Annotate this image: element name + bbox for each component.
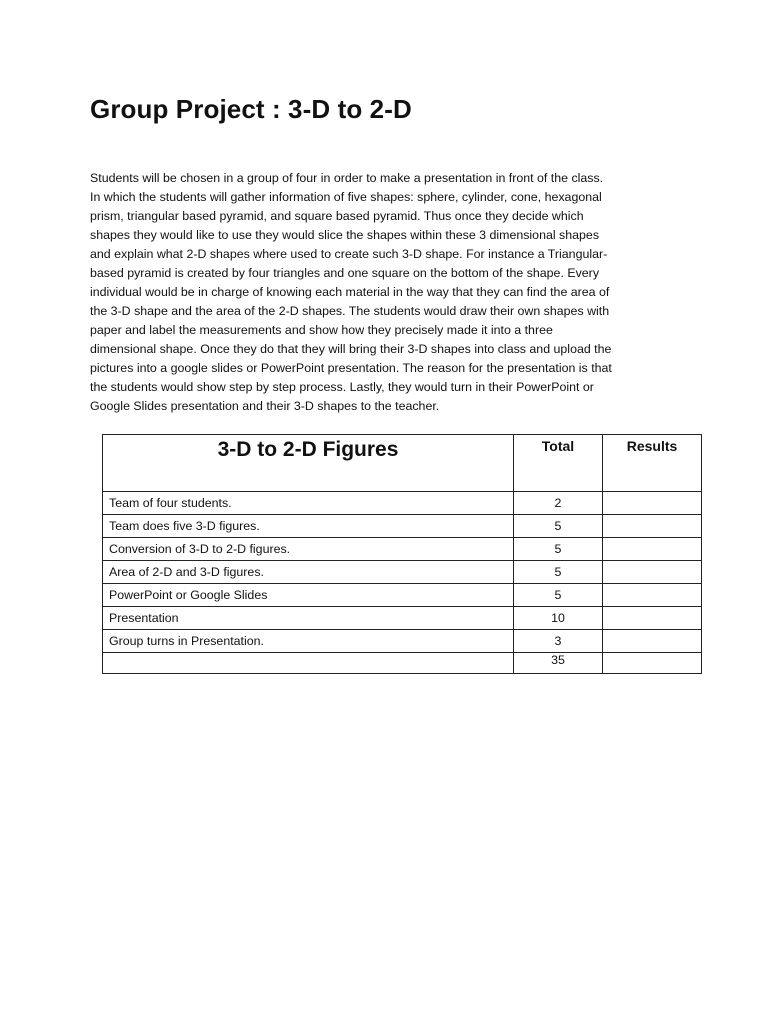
total-cell: 10 [514,607,603,630]
page-title: Group Project : 3-D to 2-D [90,94,412,124]
intro-line: individual would be in charge of knowing each material in the way that they can find the area of [90,285,610,299]
empty-cell [603,653,702,674]
table-header-row [103,435,702,492]
intro-line: the students would show step by step process. Lastly, they would turn in their PowerPoint or [90,380,594,394]
total-cell: 3 [514,630,603,653]
total-cell: 5 [514,538,603,561]
table-row [103,607,702,630]
criterion-cell: Presentation [103,607,514,630]
table-title: 3-D to 2-D Figures [103,435,514,492]
criterion-cell: PowerPoint or Google Slides [103,584,514,607]
intro-line: prism, triangular based pyramid, and square based pyramid. Thus once they decide which [90,209,584,223]
criterion-cell: Group turns in Presentation. [103,630,514,653]
table-row [103,515,702,538]
intro-line: Google Slides presentation and their 3-D shapes to the teacher. [90,399,440,413]
criterion-cell: Conversion of 3-D to 2-D figures. [103,538,514,561]
table-row [103,538,702,561]
intro-line: Students will be chosen in a group of four in order to make a presentation in front of the class. [90,171,604,185]
table-row [103,630,702,653]
result-cell [603,607,702,630]
intro-line: In which the students will gather information of five shapes: sphere, cylinder, cone, hexagonal [90,190,602,204]
result-cell [603,584,702,607]
column-header-results: Results [603,435,702,492]
intro-paragraph [90,169,690,416]
result-cell [603,538,702,561]
criterion-cell: Team of four students. [103,492,514,515]
column-header-total: Total [514,435,603,492]
total-cell: 5 [514,561,603,584]
intro-line: paper and label the measurements and show how they precisely made it into a three [90,323,553,337]
criterion-cell: Team does five 3-D figures. [103,515,514,538]
result-cell [603,630,702,653]
total-cell: 2 [514,492,603,515]
intro-line: dimensional shape. Once they do that they will bring their 3-D shapes into class and upload the [90,342,612,356]
result-cell [603,561,702,584]
intro-line: pictures into a google slides or PowerPoint presentation. The reason for the presentation is that [90,361,612,375]
result-cell [603,515,702,538]
intro-line: shapes they would like to use they would slice the shapes within these 3 dimensional shapes [90,228,600,242]
total-cell: 5 [514,584,603,607]
intro-line: and explain what 2-D shapes where used to create such 3-D shape. For instance a Triangular- [90,247,608,261]
intro-line: based pyramid is created by four triangles and one square on the bottom of the shape. Every [90,266,600,280]
result-cell [603,492,702,515]
table-row [103,561,702,584]
criterion-cell: Area of 2-D and 3-D figures. [103,561,514,584]
empty-cell [103,653,514,674]
table-row [103,584,702,607]
table-total-row [103,653,702,674]
table-row [103,492,702,515]
rubric-table [102,434,702,674]
sum-total-cell: 35 [514,653,603,674]
intro-line: the 3-D shape and the area of the 2-D shapes. The students would draw their own shapes with [90,304,610,318]
total-cell: 5 [514,515,603,538]
